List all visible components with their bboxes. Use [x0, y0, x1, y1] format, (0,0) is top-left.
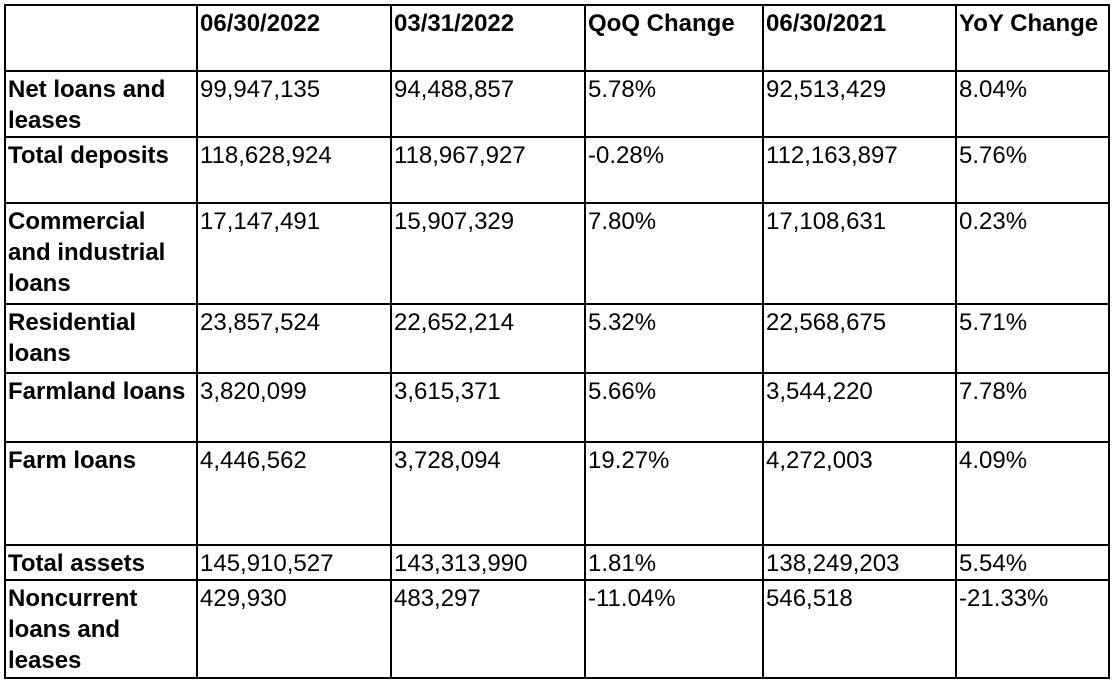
table-cell: 118,967,927 [391, 137, 585, 203]
table-cell: 94,488,857 [391, 71, 585, 137]
table-cell: 8.04% [956, 71, 1109, 137]
table-row [5, 137, 1109, 203]
table-cell: 3,820,099 [197, 373, 391, 442]
table-cell: 0.23% [956, 203, 1109, 304]
header-06-30-2022: 06/30/2022 [197, 5, 391, 71]
table-cell: 5.76% [956, 137, 1109, 203]
row-label: Noncurrent loans and leases [5, 580, 197, 678]
header-03-31-2022: 03/31/2022 [391, 5, 585, 71]
row-label: Total assets [5, 545, 197, 580]
table-cell: 3,544,220 [763, 373, 956, 442]
header-06-30-2021: 06/30/2021 [763, 5, 956, 71]
header-qoq-change: QoQ Change [585, 5, 763, 71]
table-cell: 22,568,675 [763, 304, 956, 373]
table-row [5, 580, 1109, 678]
table-cell: 546,518 [763, 580, 956, 678]
table-cell: 5.71% [956, 304, 1109, 373]
table-cell: 22,652,214 [391, 304, 585, 373]
table-cell: 3,728,094 [391, 442, 585, 545]
table-cell: 92,513,429 [763, 71, 956, 137]
row-label: Farm loans [5, 442, 197, 545]
financial-table [4, 4, 1110, 679]
table-cell: -21.33% [956, 580, 1109, 678]
header-yoy-change: YoY Change [956, 5, 1109, 71]
table-cell: 17,147,491 [197, 203, 391, 304]
table-cell: 1.81% [585, 545, 763, 580]
table-cell: 4,446,562 [197, 442, 391, 545]
table-row [5, 373, 1109, 442]
table-cell: 112,163,897 [763, 137, 956, 203]
table-row [5, 304, 1109, 373]
table-cell: 145,910,527 [197, 545, 391, 580]
row-label: Residential loans [5, 304, 197, 373]
table-cell: 23,857,524 [197, 304, 391, 373]
table-row [5, 442, 1109, 545]
table-cell: 5.32% [585, 304, 763, 373]
table-cell: 138,249,203 [763, 545, 956, 580]
table-cell: 7.80% [585, 203, 763, 304]
table-cell: 429,930 [197, 580, 391, 678]
table-row [5, 71, 1109, 137]
table-row [5, 545, 1109, 580]
table-cell: 5.54% [956, 545, 1109, 580]
table-cell: 3,615,371 [391, 373, 585, 442]
row-label: Total deposits [5, 137, 197, 203]
table-row [5, 203, 1109, 304]
table-cell: 15,907,329 [391, 203, 585, 304]
table-cell: 19.27% [585, 442, 763, 545]
table-cell: 143,313,990 [391, 545, 585, 580]
table-cell: 118,628,924 [197, 137, 391, 203]
table-cell: -0.28% [585, 137, 763, 203]
table-cell: -11.04% [585, 580, 763, 678]
table-cell: 5.78% [585, 71, 763, 137]
table-cell: 4,272,003 [763, 442, 956, 545]
table-cell: 99,947,135 [197, 71, 391, 137]
table-cell: 483,297 [391, 580, 585, 678]
table-cell: 17,108,631 [763, 203, 956, 304]
row-label: Net loans and leases [5, 71, 197, 137]
row-label: Commercial and industrial loans [5, 203, 197, 304]
row-label: Farmland loans [5, 373, 197, 442]
table-cell: 5.66% [585, 373, 763, 442]
table-header-row [5, 5, 1109, 71]
table-cell: 4.09% [956, 442, 1109, 545]
header-corner [5, 5, 197, 71]
table-cell: 7.78% [956, 373, 1109, 442]
